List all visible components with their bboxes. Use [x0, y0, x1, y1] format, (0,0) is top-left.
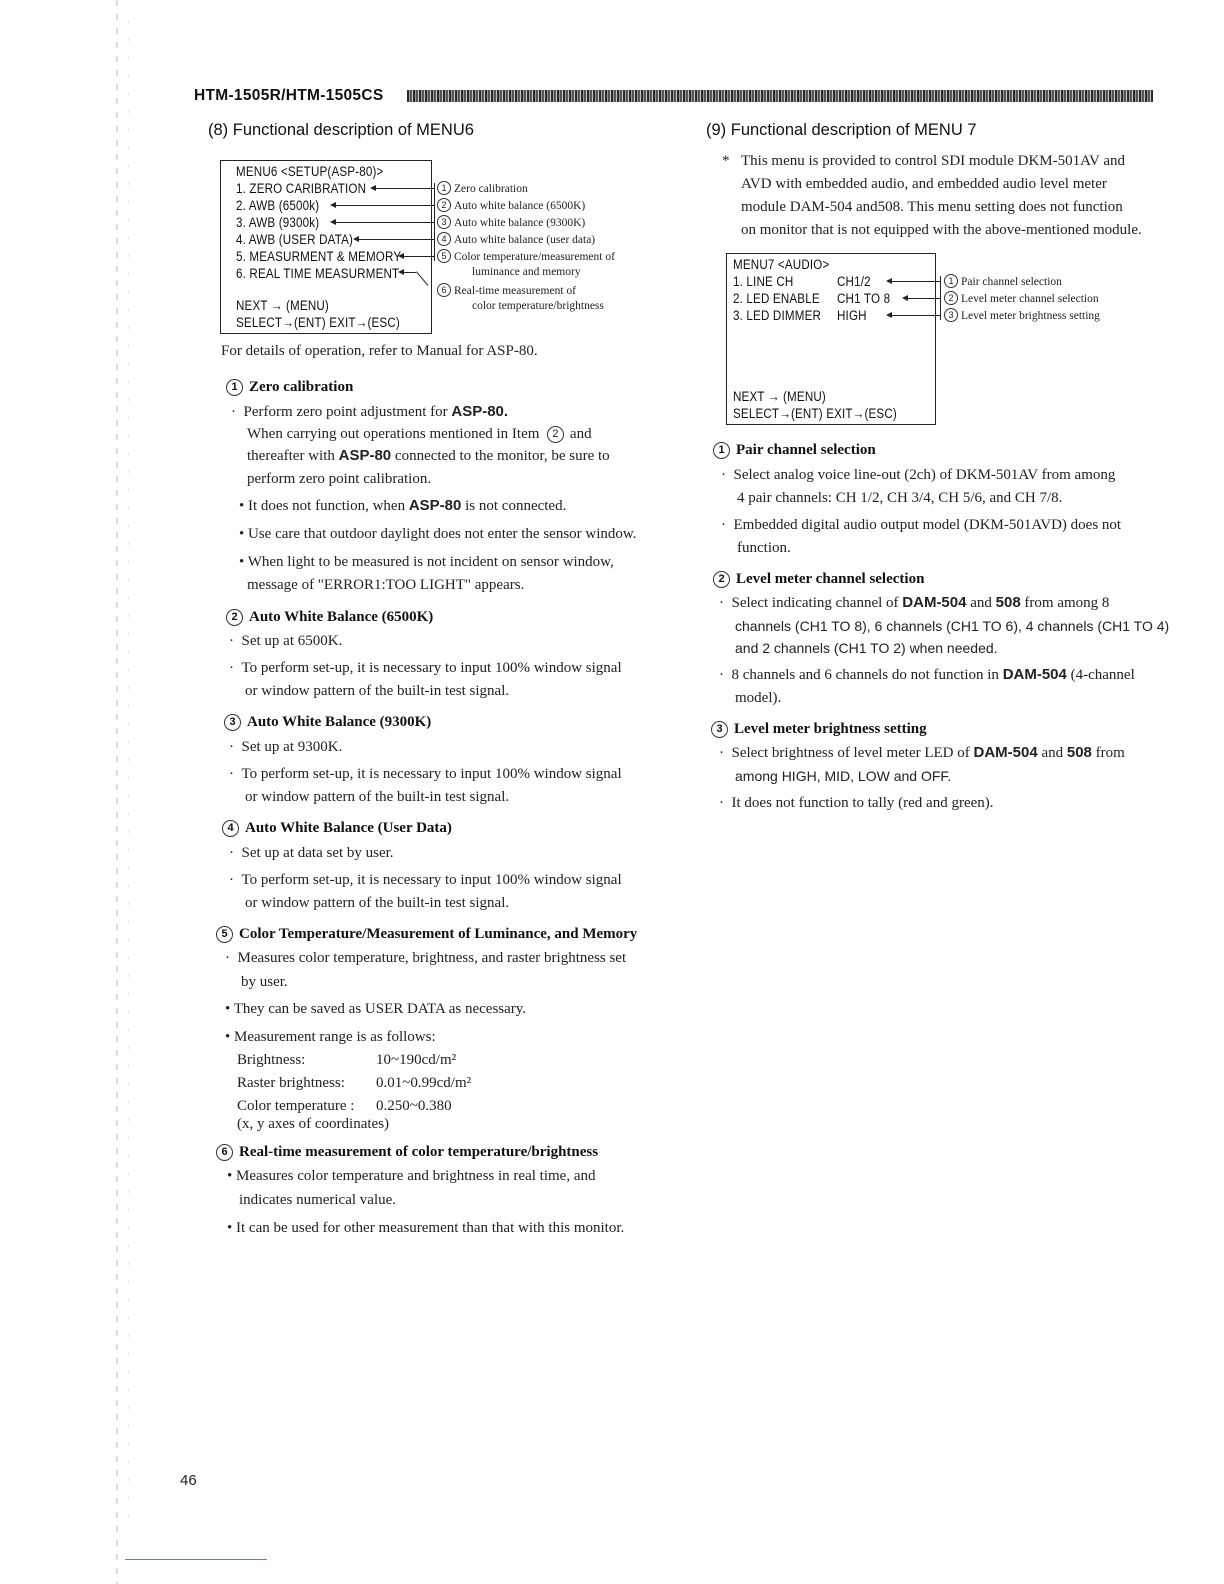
r2-bullet-1-cont-1: channels (CH1 TO 8), 6 channels (CH1 TO 6), 4 channels (CH1 TO 4)	[735, 618, 1170, 634]
r1-bullet-2-cont: function.	[737, 540, 791, 556]
s4-bullet-2-cont: or window pattern of the built-in test signal.	[245, 895, 510, 911]
menu7-leader-3	[890, 315, 940, 316]
menu6-item-1: 1. ZERO CARIBRATION	[236, 181, 367, 196]
menu6-callout-2: 2 Auto white balance (6500K)	[437, 198, 585, 212]
section-color-temp-memory-title: 5 Color Temperature/Measurement of Luminance, and Memory	[216, 926, 637, 943]
s4-bullet-1: · Set up at data set by user.	[229, 845, 394, 861]
s5-bullet-1: · Measures color temperature, brightness, and raster brightness set	[225, 950, 627, 966]
header-model-title: HTM-1505R/HTM-1505CS	[194, 87, 384, 104]
page-number: 46	[180, 1472, 197, 1489]
menu6-callout-1: 1 Zero calibration	[437, 181, 528, 195]
s6-bullet-1: • Measures color temperature and brightness in real time, and	[227, 1168, 596, 1184]
arrow-icon	[330, 219, 336, 225]
s3-bullet-2: · To perform set-up, it is necessary to input 100% window signal	[229, 766, 622, 782]
leader-line-5	[402, 256, 434, 257]
menu7-next: NEXT → (MENU)	[733, 389, 826, 404]
menu7-leader-vertical	[940, 276, 941, 320]
s1-bullet-4-cont: message of "ERROR1:TOO LIGHT" appears.	[247, 577, 525, 593]
r3-bullet-1-cont: among HIGH, MID, LOW and OFF.	[735, 768, 952, 784]
menu7-callout-1: 1 Pair channel selection	[944, 274, 1062, 288]
section-level-meter-brightness-title: 3 Level meter brightness setting	[711, 721, 927, 738]
r3-bullet-1: · Select brightness of level meter LED of DAM-504 and 508 from	[719, 744, 1125, 761]
r1-bullet-1: · Select analog voice line-out (2ch) of DKM-501AV from among	[721, 467, 1116, 483]
menu6-callout-3: 3 Auto white balance (9300K)	[437, 215, 585, 229]
s1-para-line-1: When carrying out operations mentioned in Item 2 and	[247, 426, 592, 442]
menu6-heading: (8) Functional description of MENU6	[208, 121, 474, 139]
section-awb-user-data-title: 4 Auto White Balance (User Data)	[222, 820, 452, 837]
menu6-callout-6: 6 Real-time measurement of	[437, 283, 576, 297]
arrow-icon	[370, 185, 376, 191]
menu7-row-2-label: 2. LED ENABLE	[733, 291, 820, 306]
menu6-item-3: 3. AWB (9300k)	[236, 215, 320, 230]
s6-bullet-1-cont: indicates numerical value.	[239, 1192, 397, 1208]
menu7-select-exit: SELECT→(ENT) EXIT→(ESC)	[733, 406, 897, 421]
menu7-intro-line-4: on monitor that is not equipped with the above-mentioned module.	[741, 222, 1142, 238]
r2-bullet-1-cont-2: and 2 channels (CH1 TO 2) when needed.	[735, 640, 998, 656]
r3-bullet-2: · It does not function to tally (red and green).	[719, 795, 994, 811]
menu7-row-1-value: CH1/2	[837, 274, 871, 289]
leader-line-4	[357, 239, 434, 240]
header-decorative-bar	[407, 90, 1153, 102]
range-raster-label: Raster brightness:	[237, 1075, 345, 1091]
menu7-heading: (9) Functional description of MENU 7	[706, 121, 977, 139]
menu7-leader-1	[890, 281, 940, 282]
s1-para-line-3: perform zero point calibration.	[247, 471, 432, 487]
r2-bullet-2-cont: model).	[735, 690, 782, 706]
menu7-row-2-value: CH1 TO 8	[837, 291, 891, 306]
menu6-item-2: 2. AWB (6500k)	[236, 198, 320, 213]
r2-bullet-2: · 8 channels and 6 channels do not function in DAM-504 (4-channel	[719, 666, 1135, 683]
menu7-title: MENU7 <AUDIO>	[733, 257, 830, 272]
section-realtime-measurement-title: 6 Real-time measurement of color temperature/brightness	[216, 1144, 598, 1161]
leader-line-6a	[402, 272, 416, 273]
r2-bullet-1: · Select indicating channel of DAM-504 and 508 from among 8	[719, 594, 1110, 611]
menu7-leader-2	[906, 298, 940, 299]
menu7-row-1-label: 1. LINE CH	[733, 274, 794, 289]
menu6-callout-4: 4 Auto white balance (user data)	[437, 232, 595, 246]
range-colortemp-value: 0.250~0.380	[376, 1098, 452, 1114]
range-brightness-value: 10~190cd/m²	[376, 1052, 457, 1068]
menu6-box	[220, 160, 432, 334]
menu7-intro-line-3: module DAM-504 and508. This menu setting does not function	[741, 199, 1123, 215]
s5-bullet-3: • Measurement range is as follows:	[225, 1029, 436, 1045]
menu6-next: NEXT → (MENU)	[236, 298, 329, 313]
arrow-icon	[902, 295, 908, 301]
s1-bullet-1: · Perform zero point adjustment for ASP-80.	[231, 403, 509, 420]
menu6-select-exit: SELECT→(ENT) EXIT→(ESC)	[236, 315, 400, 330]
range-colortemp-label: Color temperature :	[237, 1098, 355, 1114]
s1-bullet-3: • Use care that outdoor daylight does not enter the sensor window.	[239, 526, 637, 542]
menu6-item-4: 4. AWB (USER DATA)	[236, 232, 354, 247]
section-zero-calibration-title: 1 Zero calibration	[226, 379, 353, 396]
arrow-icon	[886, 312, 892, 318]
leader-line-2	[334, 205, 434, 206]
leader-line-3	[334, 222, 434, 223]
scan-margin-artifact	[116, 0, 118, 1584]
s5-bullet-2: • They can be saved as USER DATA as necessary.	[225, 1001, 527, 1017]
menu6-title: MENU6 <SETUP(ASP-80)>	[236, 164, 384, 179]
menu7-row-3-label: 3. LED DIMMER	[733, 308, 822, 323]
r1-bullet-1-cont: 4 pair channels: CH 1/2, CH 3/4, CH 5/6, and CH 7/8.	[737, 490, 1063, 506]
section-awb-9300k-title: 3 Auto White Balance (9300K)	[224, 714, 431, 731]
r1-bullet-2: · Embedded digital audio output model (DKM-501AVD) does not	[721, 517, 1122, 533]
s2-bullet-2: · To perform set-up, it is necessary to input 100% window signal	[229, 660, 622, 676]
menu6-item-6: 6. REAL TIME MEASURMENT	[236, 266, 400, 281]
leader-vertical	[434, 183, 435, 261]
section-awb-6500k-title: 2 Auto White Balance (6500K)	[226, 609, 433, 626]
bottom-rule	[125, 1559, 267, 1560]
range-brightness-label: Brightness:	[237, 1052, 306, 1068]
s2-bullet-1: · Set up at 6500K.	[229, 633, 343, 649]
asp80-details-reference: For details of operation, refer to Manual for ASP-80.	[221, 343, 538, 359]
menu6-callout-6-cont: color temperature/brightness	[472, 300, 604, 312]
intro-asterisk: *	[722, 153, 730, 169]
arrow-icon	[398, 269, 404, 275]
leader-line-1	[374, 188, 434, 189]
menu7-row-3-value: HIGH	[837, 308, 867, 323]
arrow-icon	[353, 236, 359, 242]
s3-bullet-2-cont: or window pattern of the built-in test signal.	[245, 789, 510, 805]
menu6-callout-5-cont: luminance and memory	[472, 266, 581, 278]
s2-bullet-2-cont: or window pattern of the built-in test signal.	[245, 683, 510, 699]
range-raster-value: 0.01~0.99cd/m²	[376, 1075, 472, 1091]
coords-note: (x, y axes of coordinates)	[237, 1116, 390, 1132]
scan-margin-artifact-2	[128, 20, 129, 1520]
section-pair-channel-title: 1 Pair channel selection	[713, 442, 876, 459]
menu7-callout-3: 3 Level meter brightness setting	[944, 308, 1100, 322]
s1-bullet-2: • It does not function, when ASP-80 is not connected.	[239, 497, 567, 514]
arrow-icon	[330, 202, 336, 208]
s3-bullet-1: · Set up at 9300K.	[229, 739, 343, 755]
menu7-box	[726, 253, 936, 425]
menu7-intro-line-2: AVD with embedded audio, and embedded audio level meter	[741, 176, 1107, 192]
s5-bullet-1-cont: by user.	[241, 974, 288, 990]
arrow-icon	[398, 253, 404, 259]
menu6-item-5: 5. MEASURMENT & MEMORY	[236, 249, 402, 264]
menu6-callout-5: 5 Color temperature/measurement of	[437, 249, 615, 263]
arrow-icon	[886, 278, 892, 284]
section-level-meter-channel-title: 2 Level meter channel selection	[713, 571, 924, 588]
s1-bullet-4: • When light to be measured is not incident on sensor window,	[239, 554, 614, 570]
s6-bullet-2: • It can be used for other measurement than that with this monitor.	[227, 1220, 625, 1236]
menu7-intro-line-1: This menu is provided to control SDI module DKM-501AV and	[741, 153, 1126, 169]
s1-para-line-2: thereafter with ASP-80 connected to the monitor, be sure to	[247, 447, 610, 464]
menu7-callout-2: 2 Level meter channel selection	[944, 291, 1099, 305]
s4-bullet-2: · To perform set-up, it is necessary to input 100% window signal	[229, 872, 622, 888]
